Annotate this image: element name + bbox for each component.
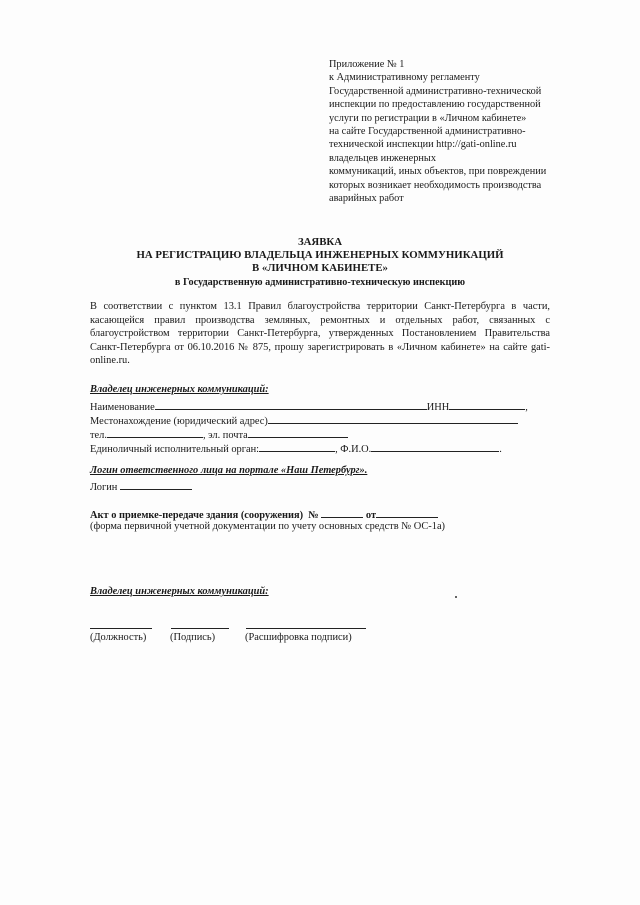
inn-field[interactable] [449,398,525,410]
phone-label: тел. [90,430,107,441]
appendix-block [329,58,589,205]
inn-label: ИНН [426,402,450,413]
request-paragraph: В соответствии с пунктом 13.1 Правил благоустройства территории Санкт-Петербурга в части, касающейся правил производства земляных, ремонтных и отдельных работ, связанных с благоустройством территории Санкт-Петербурга, утвержденных Постановлением Правительства Санкт-Петербурга от 06.10.2016 № 875, прошу зарегистрировать в «Личном кабинете» на сайте gati-online.ru. [90,301,550,367]
appendix-line: к Административному регламенту [329,72,480,84]
appendix-line: Приложение № 1 [329,59,405,70]
email-label: , эл. почта [202,430,248,441]
act-number-label: № [308,510,319,521]
signature-line[interactable] [171,627,229,629]
act-heading: Акт о приемке-передаче здания (сооружения) [90,510,304,521]
login-label: Логин [90,482,118,493]
decoding-line[interactable] [246,627,366,629]
appendix-line: коммуникаций, иных объектов, при повреждении [329,166,547,178]
title-line-2: НА РЕГИСТРАЦИЮ ВЛАДЕЛЬЦА ИНЖЕНЕРНЫХ КОММУНИКАЦИЙ [136,249,504,262]
act-date-field[interactable] [376,506,438,518]
title-line-3: В «ЛИЧНОМ КАБИНЕТЕ» [252,262,388,275]
appendix-line: инспекции по предоставлению государственной [329,99,541,111]
location-field[interactable] [268,412,518,424]
login-field[interactable] [120,478,192,490]
phone-field[interactable] [107,426,203,438]
position-label: (Должность) [90,632,147,643]
email-field[interactable] [248,426,348,438]
title-line-4: в Государственную административно-техническую инспекцию [174,276,466,288]
act-note: (форма первичной учетной документации по учету основных средств № ОС-1а) [90,521,446,532]
position-line[interactable] [90,627,152,629]
appendix-line: аварийных работ [329,193,404,205]
title-line-1: ЗАЯВКА [297,236,343,248]
appendix-line: Государственной административно-технической [329,85,542,97]
owner-section-heading: Владелец инженерных коммуникаций: [90,384,269,395]
location-label: Местонахождение (юридический адрес) [90,416,268,427]
fio-field[interactable] [371,440,499,452]
appendix-line: которых возникает необходимость производства [329,179,542,191]
name-field[interactable] [155,398,427,410]
executive-field[interactable] [259,440,335,452]
name-label: Наименование [90,402,155,413]
signature-label: (Подпись) [170,632,216,643]
act-number-field[interactable] [321,506,363,518]
act-from-label: от [365,510,377,521]
appendix-line: на сайте Государственной административно- [329,126,526,138]
login-section-heading: Логин ответственного лица на портале «Наш Петербург». [90,465,368,476]
appendix-line: технической инспекции http://gati-online.ru [329,139,517,151]
comma: , [525,402,528,413]
appendix-line: услуги по регистрации в «Личном кабинете» [329,112,527,124]
owner-executive-row [90,440,502,456]
period: . [499,444,502,455]
stray-mark [455,596,457,598]
appendix-line: владельцев инженерных [329,152,436,164]
decoding-label: (Расшифровка подписи) [245,632,352,643]
fio-label: , Ф.И.О. [335,444,372,455]
executive-label: Единоличный исполнительный орган: [90,444,260,455]
signature-section-heading: Владелец инженерных коммуникаций: [90,586,269,597]
login-row [90,478,192,494]
document-title [90,236,550,289]
